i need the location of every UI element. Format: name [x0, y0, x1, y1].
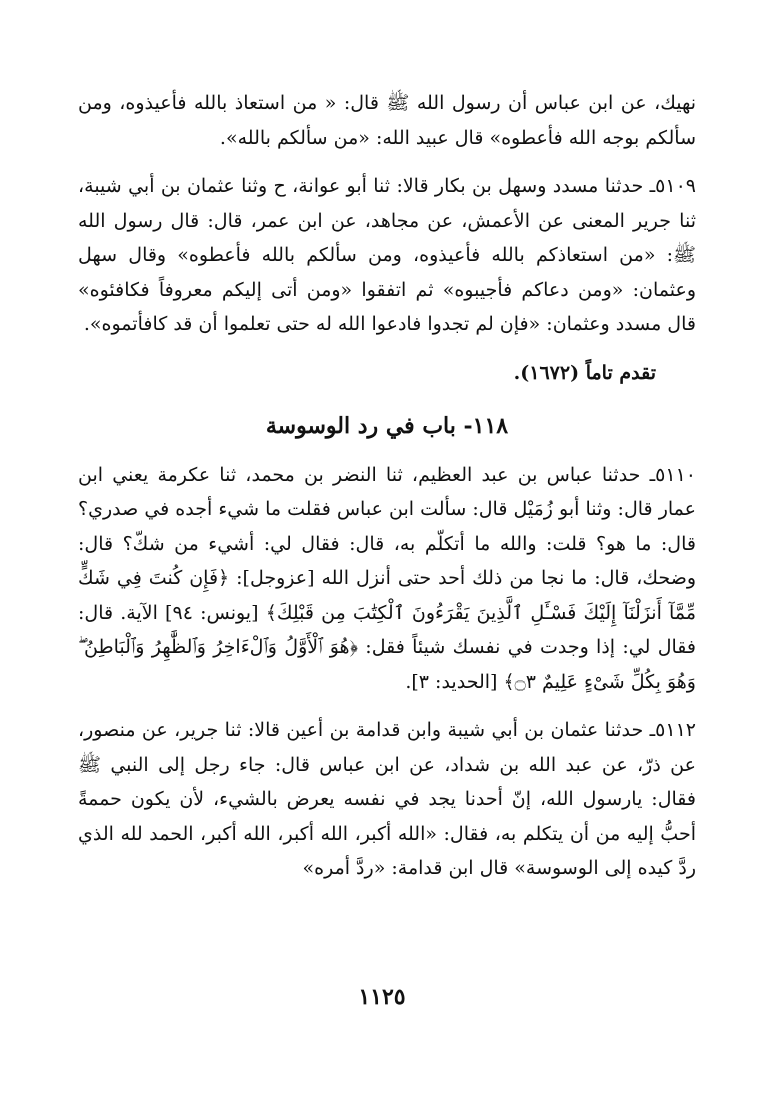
page-number: ١١٢٥: [358, 984, 406, 1010]
cross-reference-note: تقدم تاماً (١٦٧٢).: [513, 361, 656, 384]
paragraph-hadith-5112: ٥١١٢ـ حدثنا عثمان بن أبي شيبة وابن قدامة بن أعين قالا: ثنا جرير، عن منصور، عن ذرّ، عن عبد الله بن شداد، عن ابن عباس قال: جاء رجل إلى النبي ﷺ فقال: يارسول الله، إنّ أحدنا يجد في نفسه يعرض بالشيء، لأن يكون حممةً أحبُّ إليه من أن يتكلم به، فقال: «الله أكبر، الله أكبر، الله أكبر، الحمد لله الذي ردَّ كيده إلى الوسوسة» قال ابن قدامة: «ردَّ أمره»: [78, 719, 696, 879]
paragraph-hadith-5109: ٥١٠٩ـ حدثنا مسدد وسهل بن بكار قالا: ثنا أبو عوانة، ح وثنا عثمان بن أبي شيبة، ثنا جرير المعنى عن الأعمش، عن مجاهد، عن ابن عمر، قال: قال رسول الله ﷺ: «من استعاذكم بالله فأعيذوه، ومن سألكم بالله فأعطوه» وقال سهل وعثمان: «ومن دعاكم فأجيبوه» ثم اتفقوا «ومن أتى إليكم معروفاً فكافئوه» قال مسدد وعثمان: «فإن لم تجدوا فادعوا الله له حتى تعلموا أن قد كافأتموه».: [78, 175, 696, 335]
chapter-title: ١١٨- باب في رد الوسوسة: [265, 412, 509, 439]
paragraph-hadith-5110: ٥١١٠ـ حدثنا عباس بن عبد العظيم، ثنا النضر بن محمد، ثنا عكرمة يعني ابن عمار قال: وثنا أبو زُمَيْل قال: سألت ابن عباس فقلت ما شيء أجده في صدري؟ قال: ما هو؟ قلت: والله ما أتكلّم به، قال: فقال لي: أشيء من شكّ؟ قال: وضحك، قال: ما نجا من ذلك أحد حتى أنزل الله [عزوجل]: ﴿فَإِن كُنتَ فِي شَكٍّ مِّمَّآ أَنزَلْنَآ إِلَيْكَ فَسْـَٔلِ ٱلَّذِينَ يَقْرَءُونَ ٱلْكِتَٰبَ مِن قَبْلِكَ﴾ [يونس: ٩٤] الآية. قال: فقال لي: إذا وجدت في نفسك شيئاً فقل: ﴿هُوَ ٱلْأَوَّلُ وَٱلْءَاخِرُ وَٱلظَّٰهِرُ وَٱلْبَاطِنُ ۖ وَهُوَ بِكُلِّ شَىْءٍ عَلِيمٌ ۝٣﴾ [الحديد: ٣].: [78, 463, 697, 693]
paragraph-hadith-end: نهيك، عن ابن عباس أن رسول الله ﷺ قال: « من استعاذ بالله فأعيذوه، ومن سألكم بوجه الله فأعطوه» قال عبيد الله: «من سألكم بالله».: [78, 92, 696, 149]
page-body: [78, 86, 696, 886]
